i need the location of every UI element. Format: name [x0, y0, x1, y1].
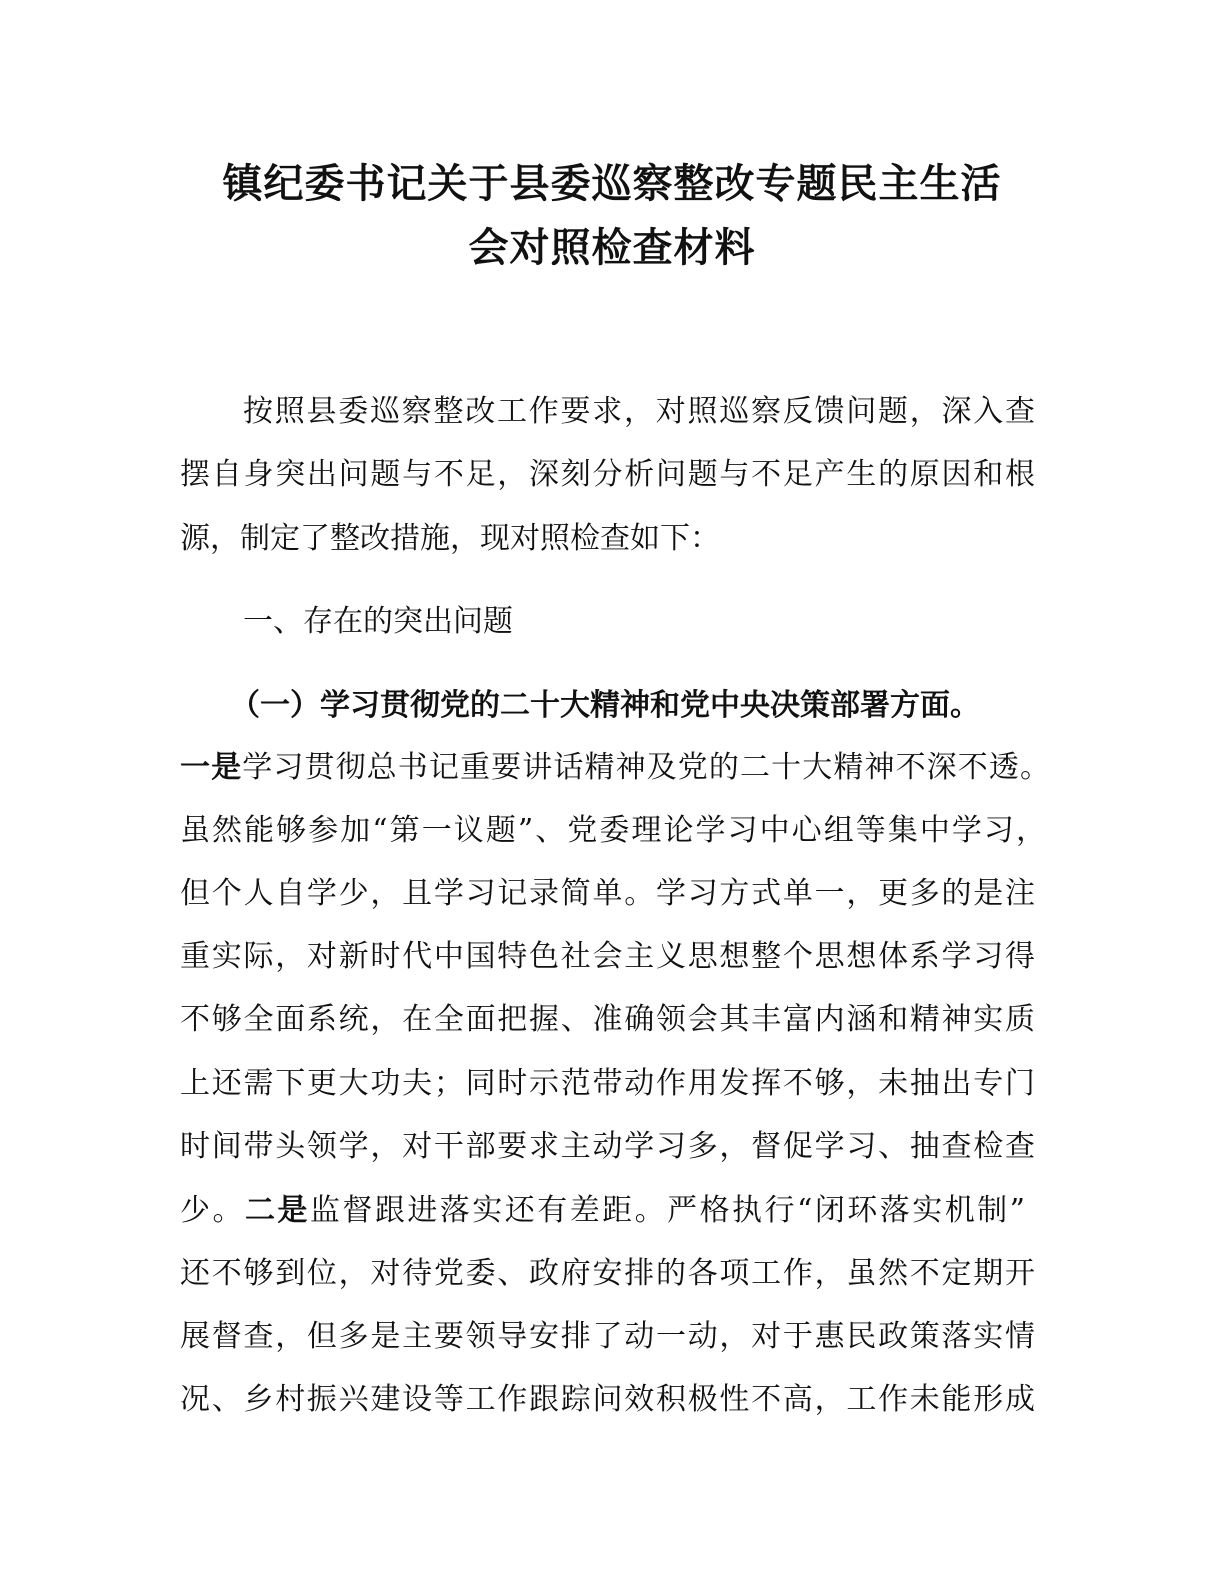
document-title-line-2: 会对照检查材料	[468, 225, 756, 271]
body-text: 学习贯彻总书记重要讲话精神及党的二十大精神不深不透。	[242, 750, 1051, 785]
body-text: 少。	[180, 1193, 245, 1228]
body-line: 时间带头领学，对干部要求主动学习多，督促学习、抽查检查	[180, 1129, 1035, 1164]
intro-line: 源，制定了整改措施，现对照检查如下：	[180, 521, 720, 556]
body-line: 不够全面系统，在全面把握、准确领会其丰富内涵和精神实质	[180, 1002, 1035, 1037]
body-line: 况、乡村振兴建设等工作跟踪问效积极性不高，工作未能形成	[180, 1382, 1035, 1417]
intro-line: 按照县委巡察整改工作要求，对照巡察反馈问题，深入查	[243, 394, 1035, 429]
point-marker: 一是	[180, 750, 243, 785]
section-heading: 一、存在的突出问题	[243, 604, 513, 639]
body-line: 上还需下更大功夫；同时示范带动作用发挥不够，未抽出专门	[180, 1066, 1035, 1101]
body-line: 重实际，对新时代中国特色社会主义思想整个思想体系学习得	[180, 939, 1035, 974]
body-text: 监督跟进落实还有差距。严格执行“闭环落实机制”	[309, 1193, 1025, 1228]
point-marker: 二是	[244, 1193, 310, 1228]
subsection-heading: （一）学习贯彻党的二十大精神和党中央决策部署方面。	[230, 688, 980, 723]
body-line: 虽然能够参加“第一议题”、党委理论学习中心组等集中学习，	[180, 813, 1046, 848]
body-line: 还不够到位，对待党委、政府安排的各项工作，虽然不定期开	[180, 1256, 1035, 1291]
intro-line: 摆自身突出问题与不足，深刻分析问题与不足产生的原因和根	[180, 457, 1035, 492]
body-line	[180, 748, 1050, 788]
body-line	[180, 1191, 1025, 1231]
body-line: 但个人自学少，且学习记录简单。学习方式单一，更多的是注	[180, 876, 1035, 911]
body-line: 展督查，但多是主要领导安排了动一动，对于惠民政策落实情	[180, 1319, 1035, 1354]
document-title-line-1: 镇纪委书记关于县委巡察整改专题民主生活	[222, 161, 1002, 207]
